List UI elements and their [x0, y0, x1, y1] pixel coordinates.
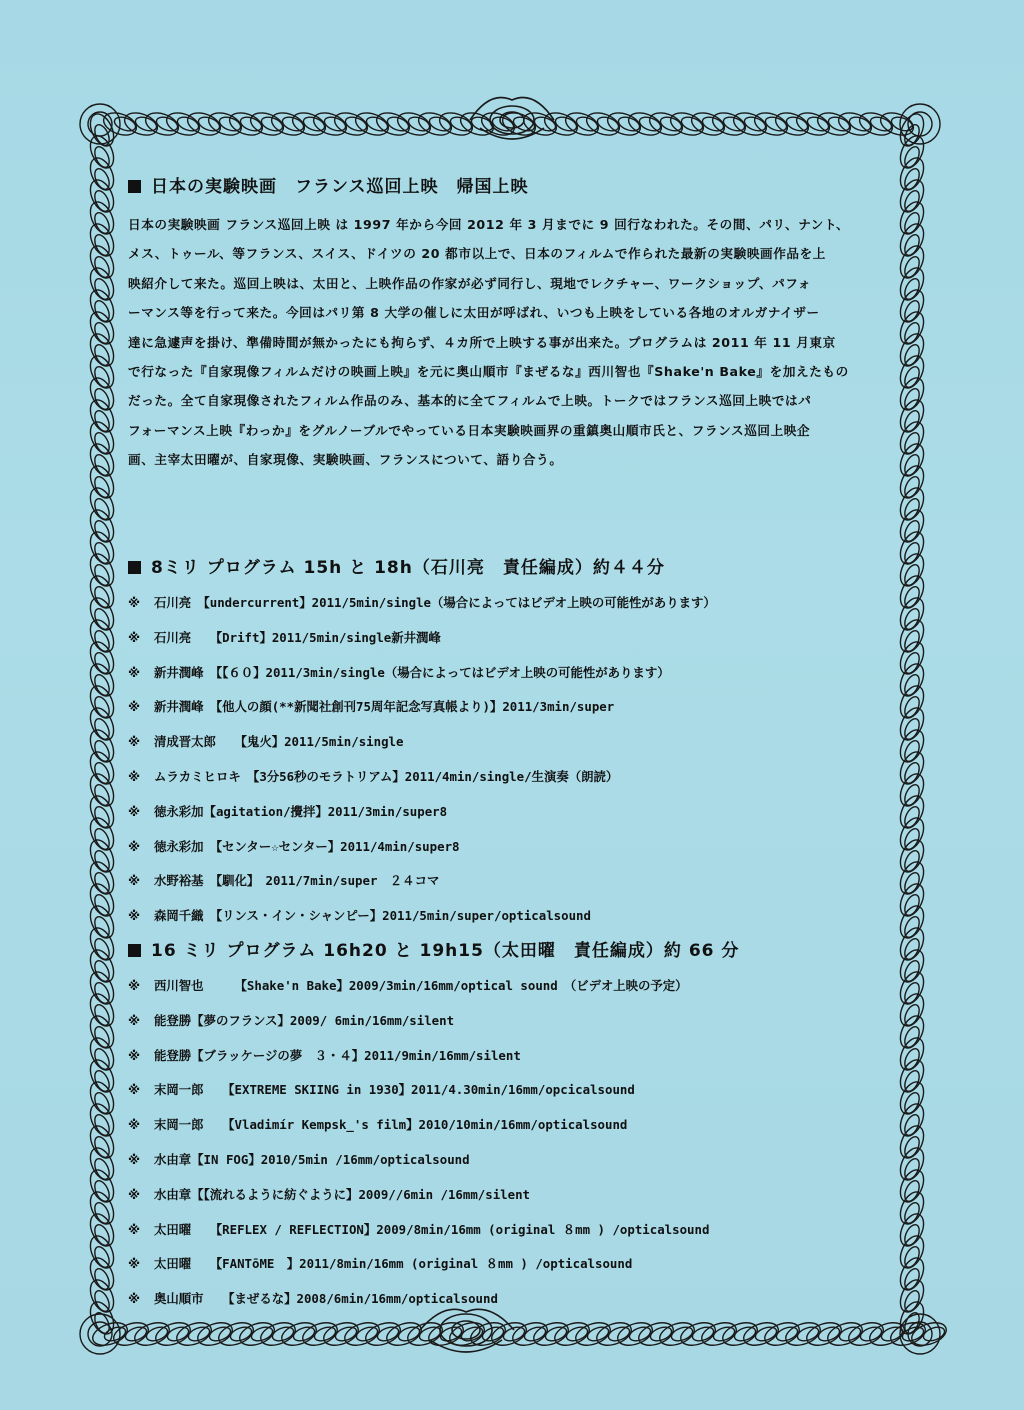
program-item-text: 水由章【【流れるように紡ぐように】2009//6min /16mm/silent: [154, 1186, 531, 1202]
square-bullet-icon: [128, 944, 141, 957]
square-bullet-icon: [128, 180, 141, 193]
reference-mark: ※: [128, 838, 141, 854]
reference-mark: ※: [128, 978, 141, 993]
program-item: [128, 586, 898, 621]
intro-line: だった。全て自家現像されたフィルム作品のみ、基本的に全てフィルムで上映。トークではフランス巡回上映ではパ: [128, 393, 812, 409]
program-item-text: 末岡一郎 【EXTREME SKIING in 1930】2011/4.30min/16mm/opcicalsound: [154, 1082, 635, 1098]
reference-mark: ※: [128, 1151, 141, 1167]
program-item: [128, 1213, 898, 1248]
program-item: [128, 760, 898, 795]
program-item-text: 徳永彩加【agitation/攪拌】2011/3min/super8: [154, 803, 448, 819]
reference-mark: ※: [128, 908, 141, 924]
rope-loop: [88, 112, 112, 136]
intro-title: 日本の実験映画 フランス巡回上映 帰国上映: [151, 177, 529, 197]
intro-line: 画、主宰太田曜が、自家現像、実験映画、フランスについて、語り合う。: [128, 452, 563, 468]
reference-mark: ※: [128, 768, 141, 784]
rope-loop: [900, 104, 940, 144]
program-item: [128, 621, 898, 656]
reference-mark: ※: [128, 1082, 141, 1098]
program-8mm-heading: [128, 550, 898, 586]
program-item: [128, 969, 898, 1004]
reference-mark: ※: [128, 1186, 141, 1202]
program-item-text: 新井潤峰 【【６０】2011/3min/single（場合によってはビデオ上映の可能性があります）: [154, 664, 670, 680]
program-item: [128, 725, 898, 760]
reference-mark: ※: [128, 1117, 141, 1133]
program-item: [128, 899, 898, 934]
reference-mark: ※: [128, 1256, 141, 1272]
intro-line: 映紹介して来た。巡回上映は、太田と、上映作品の作家が必ず同行し、現地でレクチャー、ワークショップ、パフォ: [128, 275, 812, 291]
program-item: [128, 1178, 898, 1213]
program-item: [128, 1247, 898, 1282]
program-item-text: 森岡千織 【リンス・イン・シャンピー】2011/5min/super/opticalsound: [154, 908, 591, 924]
program-item: [128, 830, 898, 865]
program-item-text: 石川亮 【Drift】2011/5min/single新井潤峰: [154, 629, 441, 645]
reference-mark: ※: [128, 1047, 141, 1063]
reference-mark: ※: [128, 699, 141, 715]
program-item: [128, 795, 898, 830]
program-8mm-title: 8ミリ プログラム 15h と 18h（石川亮 責任編成）約４４分: [151, 558, 665, 578]
rope-loop: [80, 104, 120, 144]
program-item-text: 奥山順市 【まぜるな】2008/6min/16mm/opticalsound: [154, 1291, 498, 1307]
program-item: [128, 1108, 898, 1143]
program-8mm-section: [128, 550, 898, 934]
reference-mark: ※: [128, 734, 141, 750]
program-item-text: 末岡一郎 【Vladimír Kempsk_'s film】2010/10min/16mm/opticalsound: [154, 1117, 628, 1133]
intro-heading: [128, 168, 898, 206]
flyer-content: [128, 168, 898, 1307]
intro-line: で行なった『自家現像フィルムだけの映画上映』を元に奥山順市『まぜるな』西川智也『Shake'n Bake』を加えたもの: [128, 364, 849, 380]
program-item-text: 石川亮 【undercurrent】2011/5min/single（場合によってはビデオ上映の可能性があります）: [154, 595, 716, 610]
program-8mm-list: [128, 586, 898, 934]
reference-mark: ※: [128, 664, 141, 680]
program-16mm-list: [128, 969, 898, 1317]
program-item: [128, 690, 898, 725]
reference-mark: ※: [128, 595, 141, 610]
program-item: [128, 1039, 898, 1074]
reference-mark: ※: [128, 1221, 141, 1237]
intro-line: ーマンス等を行って来た。今回はパリ第 8 大学の催しに太田が呼ばれ、いつも上映をしている各地のオルガナイザー: [128, 305, 820, 321]
reference-mark: ※: [128, 629, 141, 645]
program-16mm-heading: [128, 933, 898, 969]
program-item: [128, 864, 898, 899]
program-item-text: 能登勝【夢のフランス】2009/ 6min/16mm/silent: [154, 1012, 455, 1028]
program-item-text: 水由章【IN FOG】2010/5min /16mm/opticalsound: [154, 1151, 470, 1167]
program-item-text: 徳永彩加 【センター☆センター】2011/4min/super8: [154, 838, 460, 854]
program-item-text: 新井潤峰 【他人の顔(**新聞社創刊75周年記念写真帳より)】2011/3min/super: [154, 699, 615, 715]
intro-line: フォーマンス上映『わっか』をグルノーブルでやっている日本実験映画界の重鎮奥山順市氏と、フランス巡回上映企: [128, 422, 811, 438]
intro-paragraph: [128, 210, 898, 475]
reference-mark: ※: [128, 873, 141, 889]
program-item-text: 太田曜 【REFLEX / REFLECTION】2009/8min/16mm (original ８mm ) /opticalsound: [154, 1221, 710, 1237]
program-item-text: 水野裕基 【馴化】 2011/7min/super ２４コマ: [154, 873, 440, 889]
program-item-text: 西川智也 【Shake'n Bake】2009/3min/16mm/optical sound （ビデオ上映の予定）: [154, 978, 688, 993]
program-item: [128, 1143, 898, 1178]
program-16mm-title: 16 ミリ プログラム 16h20 と 19h15（太田曜 責任編成）約 66 分: [151, 941, 740, 961]
program-item-text: 太田曜 【FANTōME 】2011/8min/16mm (original ８mm ) /opticalsound: [154, 1256, 633, 1272]
program-item: [128, 656, 898, 691]
square-bullet-icon: [128, 561, 141, 574]
intro-line: 達に急遽声を掛け、準備時間が無かったにも拘らず、４カ所で上映する事が出来た。プログラムは 2011 年 11 月東京: [128, 334, 836, 350]
program-16mm-section: [128, 933, 898, 1317]
rope-loop: [80, 1314, 120, 1354]
reference-mark: ※: [128, 1012, 141, 1028]
program-item: [128, 1004, 898, 1039]
program-item-text: ムラカミヒロキ 【3分56秒のモラトリアム】2011/4min/single/生演奏（朗読）: [154, 768, 619, 784]
intro-line: メス、トゥール、等フランス、スイス、ドイツの 20 都市以上で、日本のフィルムで作られた最新の実験映画作品を上: [128, 246, 826, 262]
intro-line: 日本の実験映画 フランス巡回上映 は 1997 年から今回 2012 年 3 月までに 9 回行なわれた。その間、パリ、ナント、: [128, 217, 850, 232]
program-item-text: 清成晋太郎 【鬼火】2011/5min/single: [154, 734, 404, 750]
reference-mark: ※: [128, 803, 141, 819]
program-item-text: 能登勝【ブラッケージの夢 ３・４】2011/9min/16mm/silent: [154, 1047, 521, 1063]
reference-mark: ※: [128, 1291, 141, 1307]
program-item: [128, 1073, 898, 1108]
program-item: [128, 1282, 898, 1317]
